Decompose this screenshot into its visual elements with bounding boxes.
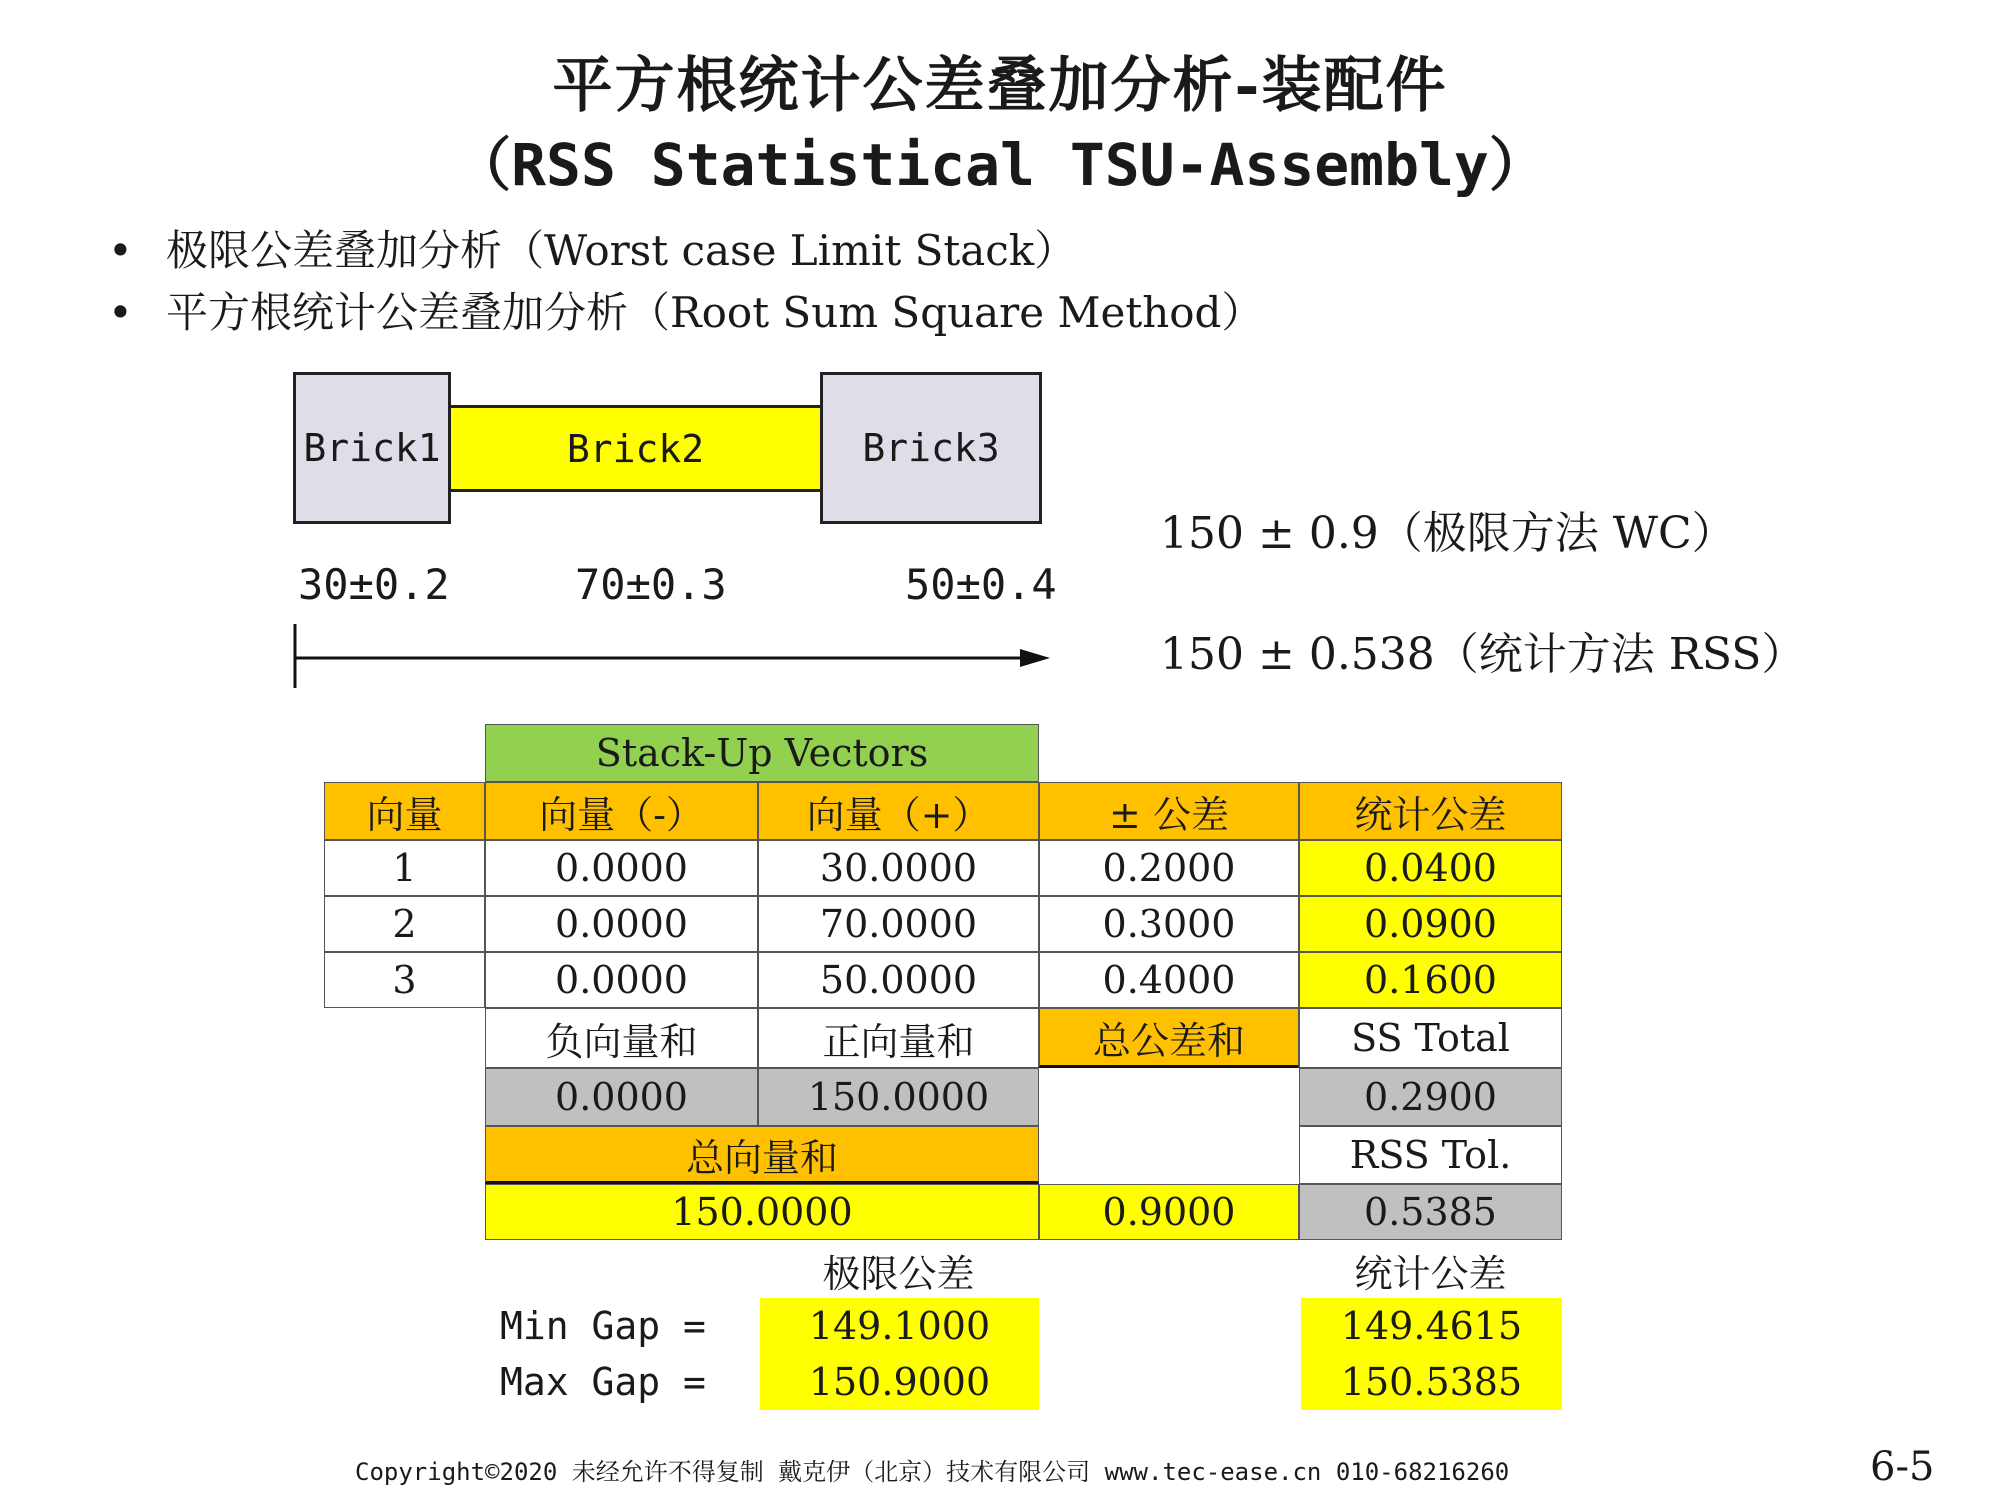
brick1-label: Brick1 <box>303 426 441 470</box>
table-cell: 0.0000 <box>485 952 758 1008</box>
page-number: 6-5 <box>1870 1444 1935 1490</box>
bullet-text: 极限公差叠加分析（Worst case Limit Stack） <box>166 226 1077 275</box>
table-cell: 1 <box>324 840 485 896</box>
bullet-text: 平方根统计公差叠加分析（Root Sum Square Method） <box>166 288 1264 337</box>
brick2-label: Brick2 <box>566 426 705 471</box>
stat-min-gap: 149.4615 <box>1301 1298 1562 1354</box>
bullet-dot: • <box>108 288 133 337</box>
ss-total-value: 0.2900 <box>1299 1068 1562 1126</box>
neg-sum-label: 负向量和 <box>485 1008 758 1068</box>
table-cell: 70.0000 <box>758 896 1039 952</box>
group-header: Stack-Up Vectors <box>485 724 1039 782</box>
ss-total-label: SS Total <box>1299 1008 1562 1068</box>
result-rss: 150 ± 0.538（统计方法 RSS） <box>1160 629 1806 680</box>
total-tol-value: 0.9000 <box>1039 1184 1299 1240</box>
wc-max-gap: 150.9000 <box>760 1354 1039 1410</box>
pos-sum-value: 150.0000 <box>758 1068 1039 1126</box>
total-vector-label: 总向量和 <box>485 1126 1039 1184</box>
stack-arrow <box>285 620 1065 690</box>
brick2 <box>448 405 823 492</box>
header-vector: 向量 <box>324 782 485 840</box>
stat-max-gap: 150.5385 <box>1301 1354 1562 1410</box>
max-gap-label: Max Gap = <box>500 1360 706 1404</box>
neg-sum-value: 0.0000 <box>485 1068 758 1126</box>
table-cell: 50.0000 <box>758 952 1039 1008</box>
total-vector-value: 150.0000 <box>485 1184 1039 1240</box>
table-cell: 30.0000 <box>758 840 1039 896</box>
table-cell: 0.2000 <box>1039 840 1299 896</box>
wc-min-gap: 149.1000 <box>760 1298 1039 1354</box>
pos-sum-label: 正向量和 <box>758 1008 1039 1068</box>
table-cell: 0.1600 <box>1299 952 1562 1008</box>
dim-brick2: 70±0.3 <box>575 560 727 609</box>
table-cell: 0.4000 <box>1039 952 1299 1008</box>
table-cell: 0.0400 <box>1299 840 1562 896</box>
footer-copyright: Copyright©2020 未经允许不得复制 戴克伊（北京）技术有限公司 www.tec-ease.cn 010-68216260 <box>355 1458 1510 1486</box>
brick3-label: Brick3 <box>862 426 1000 470</box>
brick1 <box>293 372 451 524</box>
dim-brick3: 50±0.4 <box>905 560 1057 609</box>
brick3 <box>820 372 1042 524</box>
wc-column-label: 极限公差 <box>822 1251 975 1296</box>
bullet-dot: • <box>108 226 133 275</box>
total-tol-label: 总公差和 <box>1039 1008 1299 1068</box>
header-stat-tol: 统计公差 <box>1299 782 1562 840</box>
page-title: 平方根统计公差叠加分析-装配件 <box>552 51 1448 121</box>
page-subtitle: （RSS Statistical TSU-Assembly） <box>453 131 1547 199</box>
table-cell: 2 <box>324 896 485 952</box>
header-vector-pos: 向量（+） <box>758 782 1039 840</box>
header-tolerance: ± 公差 <box>1039 782 1299 840</box>
table-cell: 0.0000 <box>485 896 758 952</box>
result-worst-case: 150 ± 0.9（极限方法 WC） <box>1160 508 1736 559</box>
rss-tol-label: RSS Tol. <box>1299 1126 1562 1184</box>
dim-brick1: 30±0.2 <box>298 560 450 609</box>
min-gap-label: Min Gap = <box>500 1304 706 1348</box>
table-cell: 0.0900 <box>1299 896 1562 952</box>
table-cell: 0.3000 <box>1039 896 1299 952</box>
stat-column-label: 统计公差 <box>1354 1251 1507 1296</box>
table-cell: 0.0000 <box>485 840 758 896</box>
rss-tol-value: 0.5385 <box>1299 1184 1562 1240</box>
bullet-item <box>108 218 1076 278</box>
header-vector-neg: 向量（-） <box>485 782 758 840</box>
table-cell: 3 <box>324 952 485 1008</box>
bullet-item <box>108 280 1263 340</box>
